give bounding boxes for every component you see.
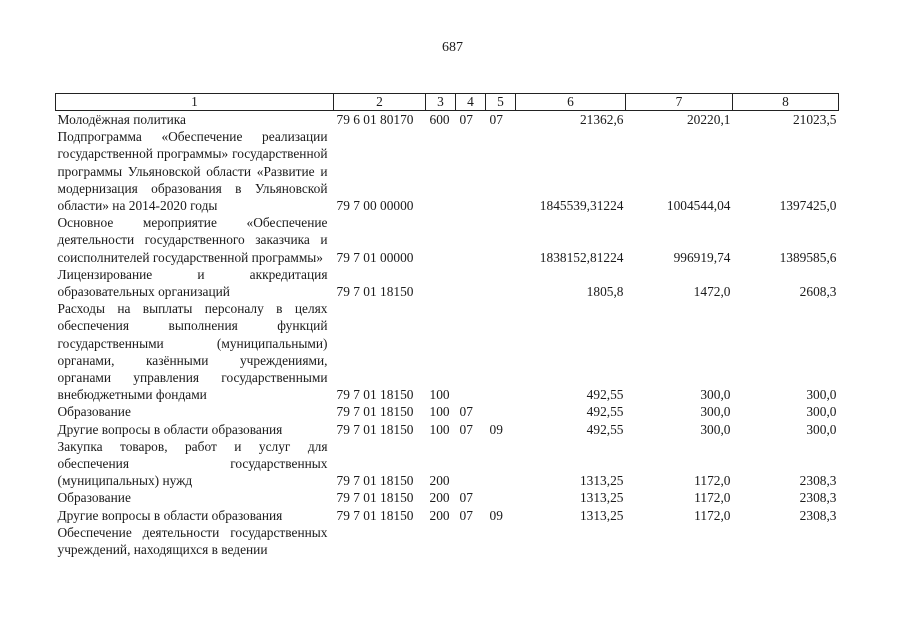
row-col5-cell xyxy=(486,214,516,266)
row-col4-cell xyxy=(456,266,486,300)
row-col3-cell xyxy=(426,524,456,558)
column-header: 1 xyxy=(56,94,334,111)
table-row xyxy=(56,489,839,506)
row-col5-cell xyxy=(486,300,516,403)
row-col5-cell xyxy=(486,524,516,558)
row-name-cell: Образование xyxy=(57,404,131,420)
table-row xyxy=(56,403,839,420)
row-col5-cell xyxy=(486,128,516,214)
column-header: 3 xyxy=(426,94,456,111)
row-code-cell: 79 7 01 18150 xyxy=(336,473,414,489)
row-col4-cell xyxy=(456,524,486,558)
row-value8-cell xyxy=(733,524,839,558)
row-code-cell xyxy=(334,524,426,558)
row-col4-cell xyxy=(456,128,486,214)
row-value6-cell: 492,55 xyxy=(586,421,624,437)
row-code-cell: 79 7 01 18150 xyxy=(336,404,414,420)
column-header: 4 xyxy=(456,94,486,111)
row-name-cell: Подпрограмма «Обеспечение реализации государственной программы» государственной программы Ульяновской области «Развитие и модернизация образования в Ульяновской области» на 2014-2020 годы xyxy=(57,129,328,214)
row-code-cell: 79 7 01 00000 xyxy=(336,249,414,265)
row-col5-cell: 07 xyxy=(489,112,503,127)
row-value8-cell: 21023,5 xyxy=(792,112,837,127)
row-code-cell: 79 7 01 18150 xyxy=(336,507,414,523)
column-header: 2 xyxy=(334,94,426,111)
table-row xyxy=(56,507,839,524)
row-value8-cell: 1389585,6 xyxy=(779,249,837,265)
row-col3-cell xyxy=(426,266,456,300)
column-header: 6 xyxy=(516,94,626,111)
row-value8-cell: 300,0 xyxy=(806,387,837,403)
row-name-cell: Другие вопросы в области образования xyxy=(57,507,283,523)
column-header: 7 xyxy=(626,94,733,111)
row-name-cell: Молодёжная политика xyxy=(57,112,187,127)
row-value8-cell: 2608,3 xyxy=(799,284,837,300)
table-row xyxy=(56,214,839,266)
row-value7-cell: 300,0 xyxy=(700,387,731,403)
row-value7-cell: 20220,1 xyxy=(686,112,731,127)
header-row xyxy=(56,94,839,111)
row-name-cell: Другие вопросы в области образования xyxy=(57,421,283,437)
row-col3-cell: 100 xyxy=(429,387,450,403)
row-col5-cell xyxy=(486,489,516,506)
row-value7-cell: 1172,0 xyxy=(694,490,731,506)
row-col3-cell: 100 xyxy=(429,404,450,420)
row-name-cell: Закупка товаров, работ и услуг для обеспечения государственных (муниципальных) нужд xyxy=(57,438,328,489)
row-value8-cell: 300,0 xyxy=(806,421,837,437)
column-header: 5 xyxy=(486,94,516,111)
row-value6-cell: 492,55 xyxy=(586,387,624,403)
table-row xyxy=(56,128,839,214)
row-value6-cell: 1845539,31224 xyxy=(539,198,624,214)
row-col4-cell xyxy=(456,438,486,490)
column-header: 8 xyxy=(733,94,839,111)
row-value6-cell xyxy=(516,524,626,558)
row-value7-cell: 1172,0 xyxy=(694,507,731,523)
row-value7-cell: 996919,74 xyxy=(673,249,731,265)
row-code-cell: 79 6 01 80170 xyxy=(336,112,414,127)
row-col4-cell: 07 xyxy=(459,404,473,420)
row-col4-cell xyxy=(456,300,486,403)
row-code-cell: 79 7 01 18150 xyxy=(336,421,414,437)
row-col3-cell: 200 xyxy=(429,473,450,489)
row-value8-cell: 300,0 xyxy=(806,404,837,420)
row-col4-cell: 07 xyxy=(459,112,473,127)
row-col4-cell: 07 xyxy=(459,421,473,437)
row-col5-cell xyxy=(486,403,516,420)
row-col3-cell: 100 xyxy=(429,421,450,437)
table-row xyxy=(56,111,839,129)
row-value7-cell: 1004544,04 xyxy=(666,198,731,214)
row-col3-cell: 200 xyxy=(429,490,450,506)
row-name-cell: Основное мероприятие «Обеспечение деятельности государственного заказчика и соисполнителей государственной программы» xyxy=(57,215,328,265)
row-col3-cell: 200 xyxy=(429,507,450,523)
row-code-cell: 79 7 00 00000 xyxy=(336,198,414,214)
row-name-cell: Образование xyxy=(57,490,131,506)
page-number: 687 xyxy=(442,40,463,55)
row-value7-cell: 1472,0 xyxy=(693,284,731,300)
row-col3-cell xyxy=(426,214,456,266)
row-value7-cell: 1172,0 xyxy=(694,473,731,489)
row-value6-cell: 1805,8 xyxy=(586,284,624,300)
row-value8-cell: 2308,3 xyxy=(799,490,837,506)
row-value6-cell: 1838152,81224 xyxy=(539,249,624,265)
row-value6-cell: 1313,25 xyxy=(579,490,624,506)
row-value8-cell: 2308,3 xyxy=(799,507,837,523)
row-value6-cell: 492,55 xyxy=(586,404,624,420)
row-col4-cell: 07 xyxy=(459,490,473,506)
row-value7-cell xyxy=(626,524,733,558)
table-row xyxy=(56,266,839,300)
table-row xyxy=(56,438,839,490)
row-col4-cell: 07 xyxy=(459,507,473,523)
row-value7-cell: 300,0 xyxy=(700,404,731,420)
row-col5-cell xyxy=(486,438,516,490)
row-code-cell: 79 7 01 18150 xyxy=(336,490,414,506)
row-name-cell: Обеспечение деятельности государственных учреждений, находящихся в ведении xyxy=(57,524,328,558)
row-col5-cell: 09 xyxy=(489,421,503,437)
row-code-cell: 79 7 01 18150 xyxy=(336,284,414,300)
row-value8-cell: 2308,3 xyxy=(799,473,837,489)
budget-table xyxy=(55,93,839,558)
row-value6-cell: 1313,25 xyxy=(579,507,624,523)
row-value8-cell: 1397425,0 xyxy=(779,198,837,214)
table-row xyxy=(56,300,839,403)
row-col3-cell xyxy=(426,128,456,214)
table-row xyxy=(56,524,839,558)
row-code-cell: 79 7 01 18150 xyxy=(336,387,414,403)
table-row xyxy=(56,421,839,438)
row-name-cell: Расходы на выплаты персоналу в целях обеспечения выполнения функций государственными (муниципальными) органами, казёнными учреждениями, органами управления государственными внебюджетными фондами xyxy=(57,301,328,403)
row-value6-cell: 21362,6 xyxy=(579,112,624,127)
row-value6-cell: 1313,25 xyxy=(579,473,624,489)
row-col4-cell xyxy=(456,214,486,266)
row-value7-cell: 300,0 xyxy=(700,421,731,437)
row-col5-cell: 09 xyxy=(489,507,503,523)
row-name-cell: Лицензирование и аккредитация образовательных организаций xyxy=(57,266,328,300)
row-col3-cell: 600 xyxy=(429,112,450,127)
row-col5-cell xyxy=(486,266,516,300)
